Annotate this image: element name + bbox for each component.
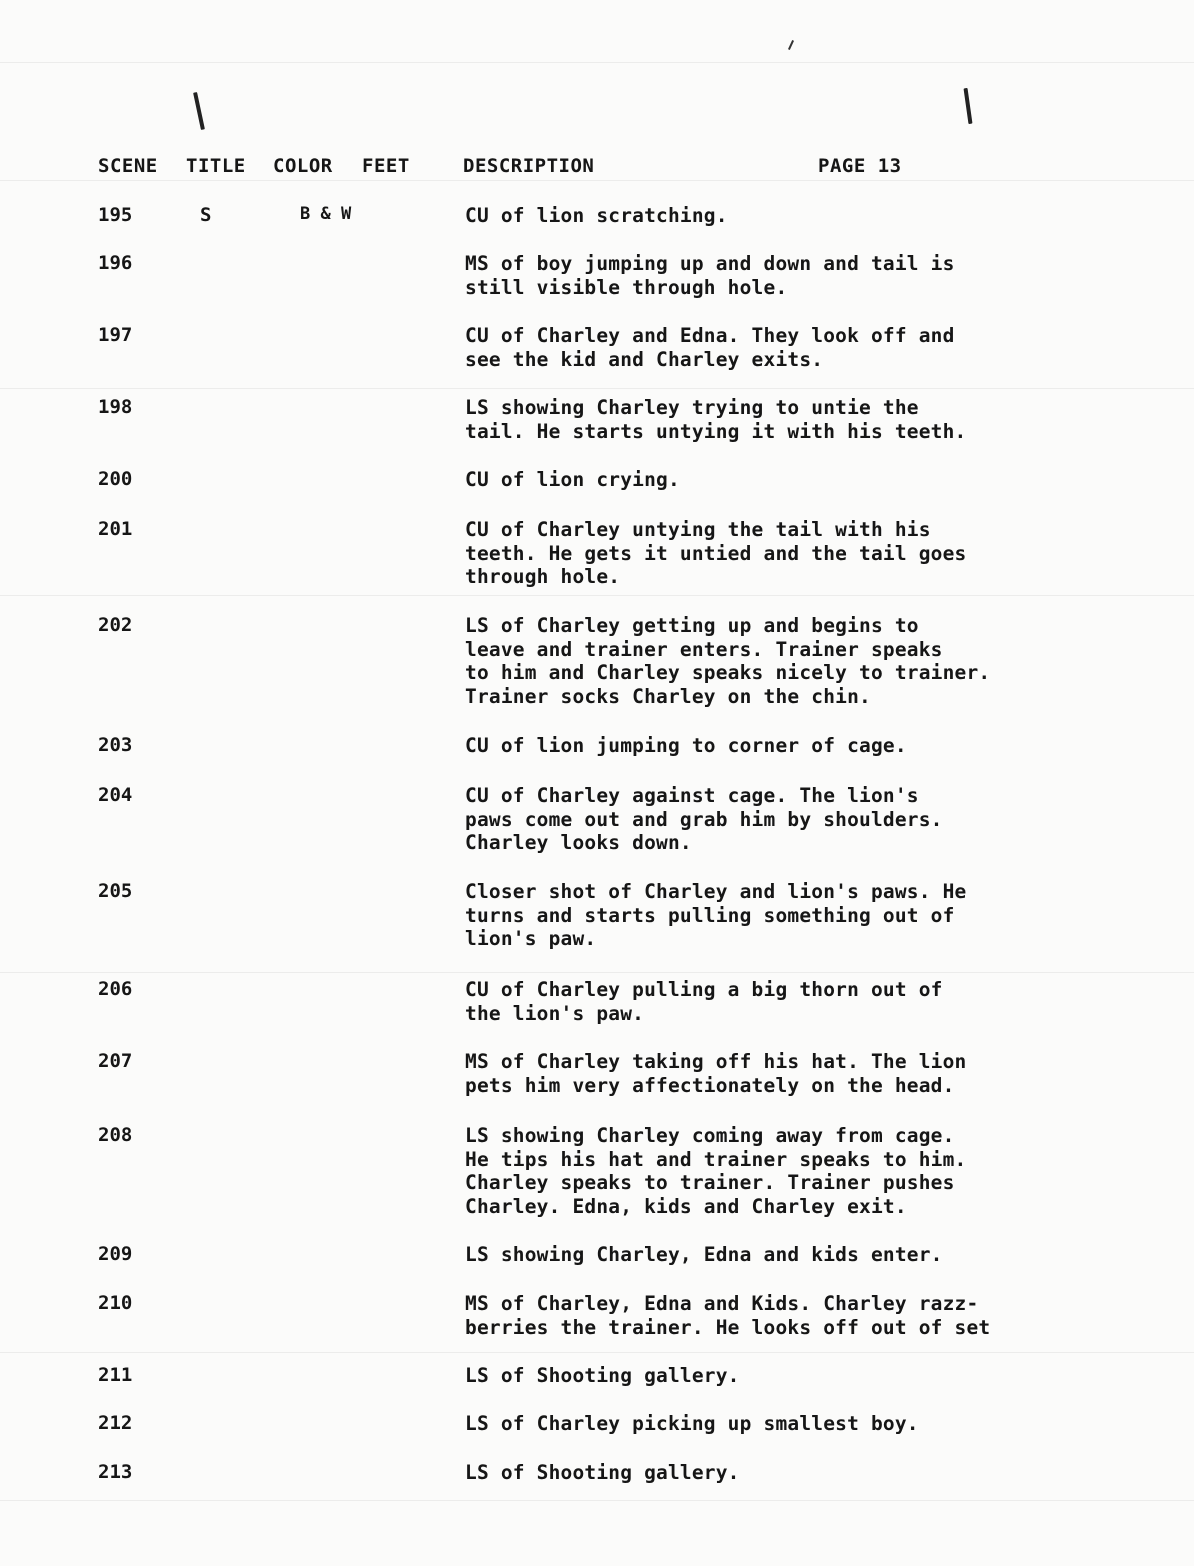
scene-description: MS of Charley, Edna and Kids. Charley razz- berries the trainer. He looks off out of set bbox=[465, 1292, 991, 1339]
scan-line bbox=[0, 595, 1194, 596]
scene-number: 209 bbox=[98, 1243, 133, 1265]
scene-number: 197 bbox=[98, 324, 133, 346]
stray-mark bbox=[788, 40, 794, 50]
header-scene: SCENE bbox=[98, 155, 158, 177]
scene-number: 205 bbox=[98, 880, 133, 902]
scene-description: LS of Charley getting up and begins to leave and trainer enters. Trainer speaks to him and Charley speaks nicely to trainer. Trainer socks Charley on the chin. bbox=[465, 614, 991, 708]
binder-hole-mark bbox=[964, 88, 973, 124]
scene-number: 212 bbox=[98, 1412, 133, 1434]
scan-line bbox=[0, 972, 1194, 973]
scene-description: CU of Charley against cage. The lion's paws come out and grab him by shoulders. Charley looks down. bbox=[465, 784, 943, 854]
scene-description: CU of Charley pulling a big thorn out of the lion's paw. bbox=[465, 978, 943, 1025]
header-color: COLOR bbox=[273, 155, 333, 177]
scene-number: 213 bbox=[98, 1461, 133, 1483]
scene-number: 196 bbox=[98, 252, 133, 274]
scene-description: LS showing Charley trying to untie the tail. He starts untying it with his teeth. bbox=[465, 396, 967, 443]
scene-number: 200 bbox=[98, 468, 133, 490]
scan-line bbox=[0, 62, 1194, 63]
header-title: TITLE bbox=[186, 155, 246, 177]
scene-number: 202 bbox=[98, 614, 133, 636]
scene-number: 203 bbox=[98, 734, 133, 756]
scene-description: LS of Charley picking up smallest boy. bbox=[465, 1412, 919, 1435]
scene-description: Closer shot of Charley and lion's paws. He turns and starts pulling something out of lion's paw. bbox=[465, 880, 967, 950]
binder-hole-mark bbox=[193, 92, 205, 130]
scene-description: LS showing Charley, Edna and kids enter. bbox=[465, 1243, 943, 1266]
scene-title: S bbox=[200, 204, 212, 226]
header-feet: FEET bbox=[362, 155, 410, 177]
scene-description: CU of Charley and Edna. They look off and see the kid and Charley exits. bbox=[465, 324, 955, 371]
scan-line bbox=[0, 388, 1194, 389]
scan-line bbox=[0, 1500, 1194, 1501]
scene-description: CU of lion crying. bbox=[465, 468, 680, 491]
scene-description: MS of Charley taking off his hat. The lion pets him very affectionately on the head. bbox=[465, 1050, 967, 1097]
scene-description: LS of Shooting gallery. bbox=[465, 1364, 740, 1387]
header-description: DESCRIPTION bbox=[463, 155, 595, 177]
scene-number: 206 bbox=[98, 978, 133, 1000]
scene-number: 211 bbox=[98, 1364, 133, 1386]
column-header-row bbox=[0, 155, 1194, 183]
scene-number: 210 bbox=[98, 1292, 133, 1314]
scene-number: 204 bbox=[98, 784, 133, 806]
scene-number: 207 bbox=[98, 1050, 133, 1072]
scan-line bbox=[0, 1352, 1194, 1353]
scene-number: 201 bbox=[98, 518, 133, 540]
scene-description: CU of lion jumping to corner of cage. bbox=[465, 734, 907, 757]
scene-number: 195 bbox=[98, 204, 133, 226]
scene-description: CU of Charley untying the tail with his teeth. He gets it untied and the tail goes through hole. bbox=[465, 518, 967, 588]
scene-number: 198 bbox=[98, 396, 133, 418]
scene-number: 208 bbox=[98, 1124, 133, 1146]
scene-color: B & W bbox=[300, 204, 352, 224]
scene-description: MS of boy jumping up and down and tail is still visible through hole. bbox=[465, 252, 955, 299]
page-number: PAGE 13 bbox=[818, 155, 902, 177]
scene-description: LS of Shooting gallery. bbox=[465, 1461, 740, 1484]
scene-description: LS showing Charley coming away from cage. He tips his hat and trainer speaks to him. Charley speaks to trainer. Trainer pushes Charley. Edna, kids and Charley exit. bbox=[465, 1124, 967, 1218]
scene-description: CU of lion scratching. bbox=[465, 204, 728, 227]
